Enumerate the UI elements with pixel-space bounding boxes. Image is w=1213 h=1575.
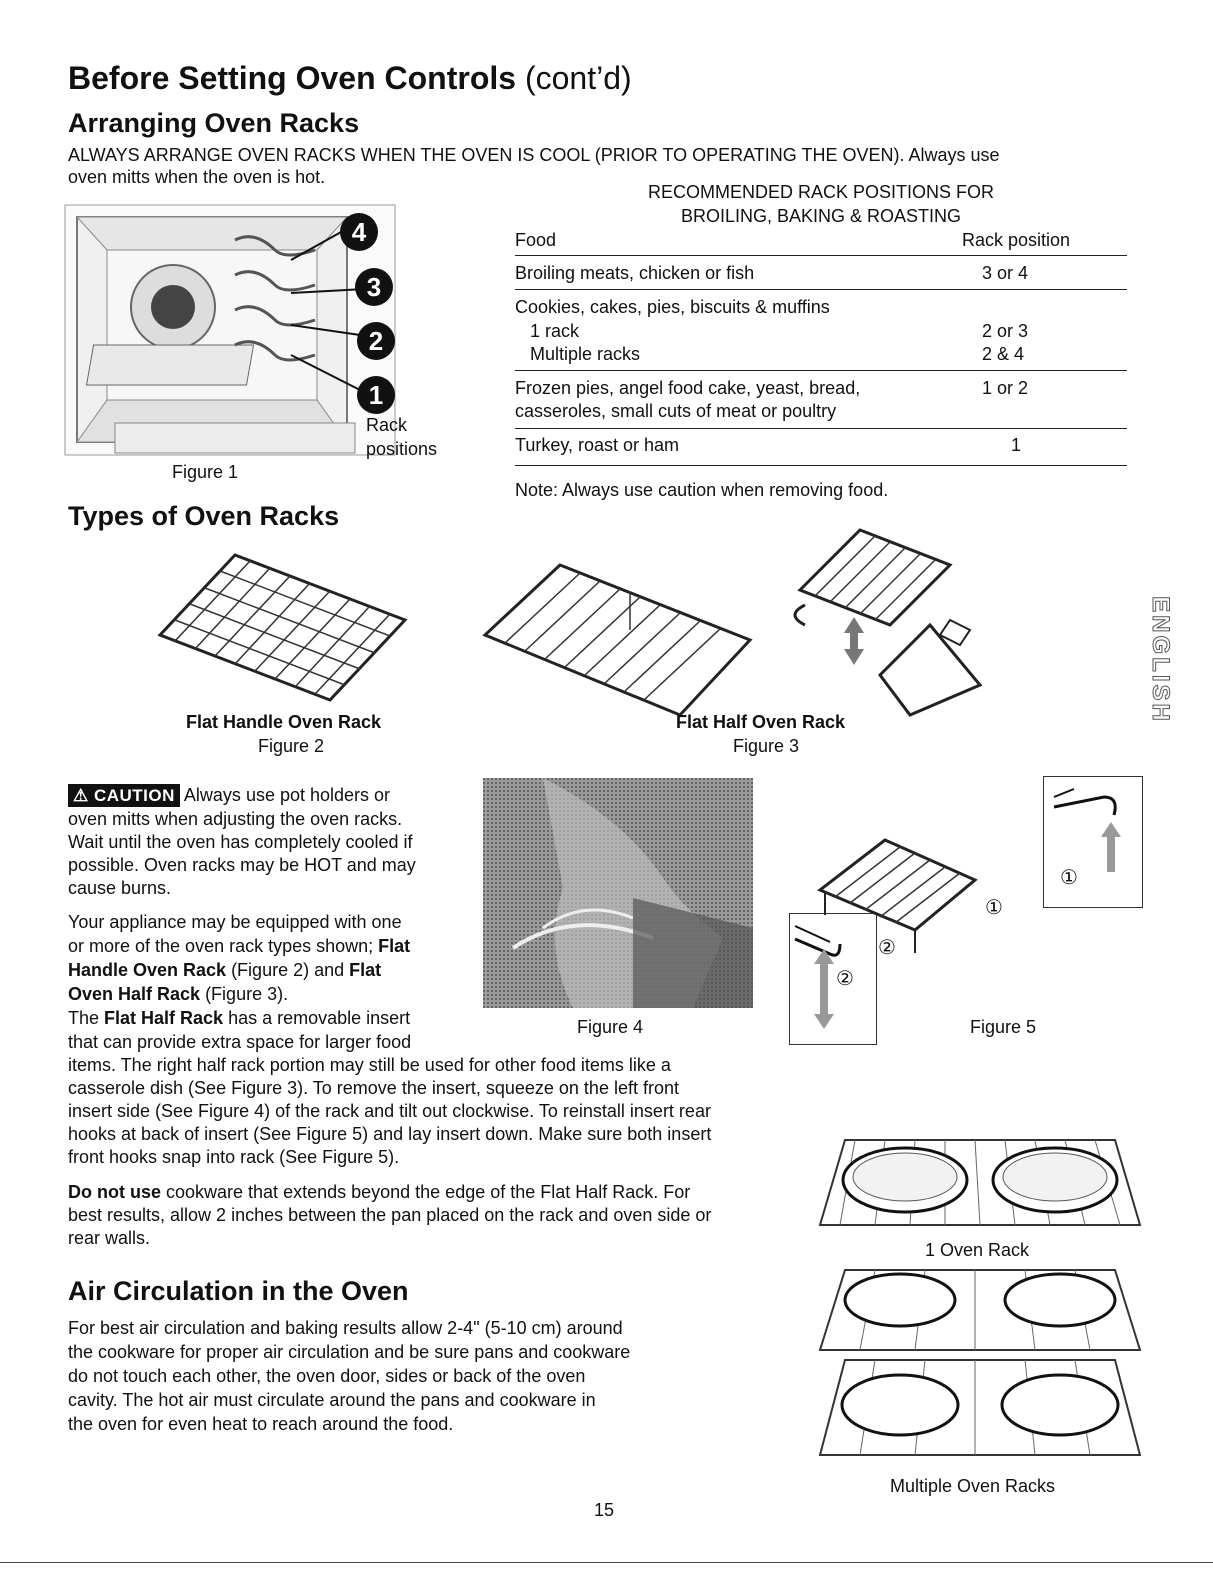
equipped-line: items. The right half rack portion may still be used for other food items like a [68,1055,671,1075]
figure5-caption: Figure 5 [970,1017,1037,1037]
caution-line: Wait until the oven has completely cooled if [68,832,413,852]
air-line: cavity. The hot air must circulate around the pans and cookware in [68,1390,596,1410]
air-line: the cookware for proper air circulation and be sure pans and cookware [68,1342,631,1362]
donot-line: rear walls. [68,1228,151,1248]
table-divider [515,465,1127,466]
rack-position-1-badge: 1 [357,376,395,414]
equipped-line: or more of the oven rack types shown; Flat [68,936,411,956]
rear-hook-drawing [1044,777,1142,907]
air-line: do not touch each other, the oven door, sides or back of the oven [68,1366,586,1386]
step-1-icon: ① [985,897,1003,919]
equipped-line: insert side (See Figure 4) of the rack and tilt out clockwise. To reinstall insert rear [68,1101,711,1121]
air-line: the oven for even heat to reach around the food. [68,1414,454,1434]
food-cell: Multiple racks [530,344,641,364]
table-row [530,343,1142,366]
caution-badge: ⚠ CAUTION [68,784,180,807]
one-oven-rack-illustration [815,1135,1145,1235]
rack-label: Rack [366,415,408,435]
table-title-line2: BROILING, BAKING & ROASTING [680,206,962,226]
figure2-caption: Figure 2 [258,736,325,756]
positions-label: positions [366,439,438,459]
equipped-line: Your appliance may be equipped with one [68,912,402,932]
multiple-oven-racks-label: Multiple Oven Racks [890,1476,1056,1496]
flat-handle-rack-illustration [155,550,455,710]
equipped-line: that can provide extra space for larger food [68,1032,412,1052]
table-title-line1: RECOMMENDED RACK POSITIONS FOR [647,182,995,202]
arranging-intro-line2: oven mitts when the oven is hot. [68,167,326,187]
position-cell: 2 & 4 [982,344,1025,364]
equipped-line: front hooks snap into rack (See Figure 5). [68,1147,400,1167]
equipped-line: Handle Oven Rack (Figure 2) and Flat [68,960,382,980]
position-cell: 2 or 3 [982,321,1029,341]
column-food: Food [515,230,557,250]
page-number: 15 [594,1500,615,1520]
equipped-line: Oven Half Rack (Figure 3). [68,984,289,1004]
table-row [515,377,1127,400]
step-2-icon: ② [836,968,854,990]
air-heading: Air Circulation in the Oven [68,1276,409,1306]
caution-line1 [68,784,390,807]
food-cell: Turkey, roast or ham [515,435,680,455]
types-heading: Types of Oven Racks [68,501,340,531]
table-divider [515,289,1127,290]
food-cell: Cookies, cakes, pies, biscuits & muffins [515,297,830,317]
page-title-main: Before Setting Oven Controls [68,60,517,96]
table-row [515,296,1127,319]
caution-line: oven mitts when adjusting the oven racks. [68,809,403,829]
table-divider [515,428,1127,429]
table-row [530,320,1142,343]
food-cell: Frozen pies, angel food cake, yeast, bread, [515,378,861,398]
table-note: Note: Always use caution when removing food. [515,480,889,500]
food-cell: 1 rack [530,321,580,341]
caution-text: Always use pot holders or [183,785,391,805]
figure1-caption: Figure 1 [172,462,239,482]
food-cell: Broiling meats, chicken or fish [515,263,755,283]
one-oven-rack-label: 1 Oven Rack [925,1240,1030,1260]
table-row-continued [515,400,1127,423]
rack-position-4-badge: 4 [340,213,378,251]
equipped-line: The Flat Half Rack has a removable insert [68,1008,411,1028]
rack-insert-drawing [815,835,985,955]
flat-half-rack-illustration [480,525,980,715]
arranging-heading: Arranging Oven Racks [68,108,360,138]
step-1-icon: ① [1060,867,1078,889]
caution-badge-label: CAUTION [93,786,175,805]
rack-position-3-badge: 3 [355,268,393,306]
page-title-contd: (cont’d) [524,60,632,96]
figure3-caption: Figure 3 [733,736,800,756]
table-header-row [515,229,1127,252]
caution-line: possible. Oven racks may be HOT and may [68,855,416,875]
step-2-icon: ② [878,937,896,959]
footer-rule [0,1562,1213,1563]
figure4-caption: Figure 4 [577,1017,644,1037]
donot-line: Do not use cookware that extends beyond the edge of the Flat Half Rack. For [68,1182,691,1202]
multiple-oven-racks-illustration [815,1265,1145,1470]
donot-line: best results, allow 2 inches between the pan placed on the rack and oven side or [68,1205,712,1225]
air-line: For best air circulation and baking results allow 2-4" (5-10 cm) around [68,1318,623,1338]
equipped-line: hooks at back of insert (See Figure 5) and lay insert down. Make sure both insert [68,1124,712,1144]
caution-line: cause burns. [68,878,172,898]
arranging-intro-line1: ALWAYS ARRANGE OVEN RACKS WHEN THE OVEN IS COOL (PRIOR TO OPERATING THE OVEN). Always use [68,145,1000,165]
table-divider [515,255,1127,256]
position-cell: 1 [1011,435,1022,455]
language-tab [1140,585,1180,735]
rack-position-2-badge: 2 [357,322,395,360]
equipped-line: casserole dish (See Figure 3). To remove the insert, squeeze on the left front [68,1078,679,1098]
table-row [515,434,1127,457]
hand-squeezing-rack-photo [483,778,753,1008]
food-cell: casseroles, small cuts of meat or poultry [515,401,837,421]
table-row [515,262,1127,285]
position-cell: 3 or 4 [982,263,1029,283]
position-cell: 1 or 2 [982,378,1029,398]
page-title [68,60,632,97]
flat-half-rack-label: Flat Half Oven Rack [676,712,846,732]
flat-handle-rack-label: Flat Handle Oven Rack [186,712,382,732]
figure5-inset-rear-hook [1043,776,1143,908]
language-tab-label: ENGLISH [1147,596,1174,724]
table-divider [515,370,1127,371]
column-rack-position: Rack position [962,230,1071,250]
